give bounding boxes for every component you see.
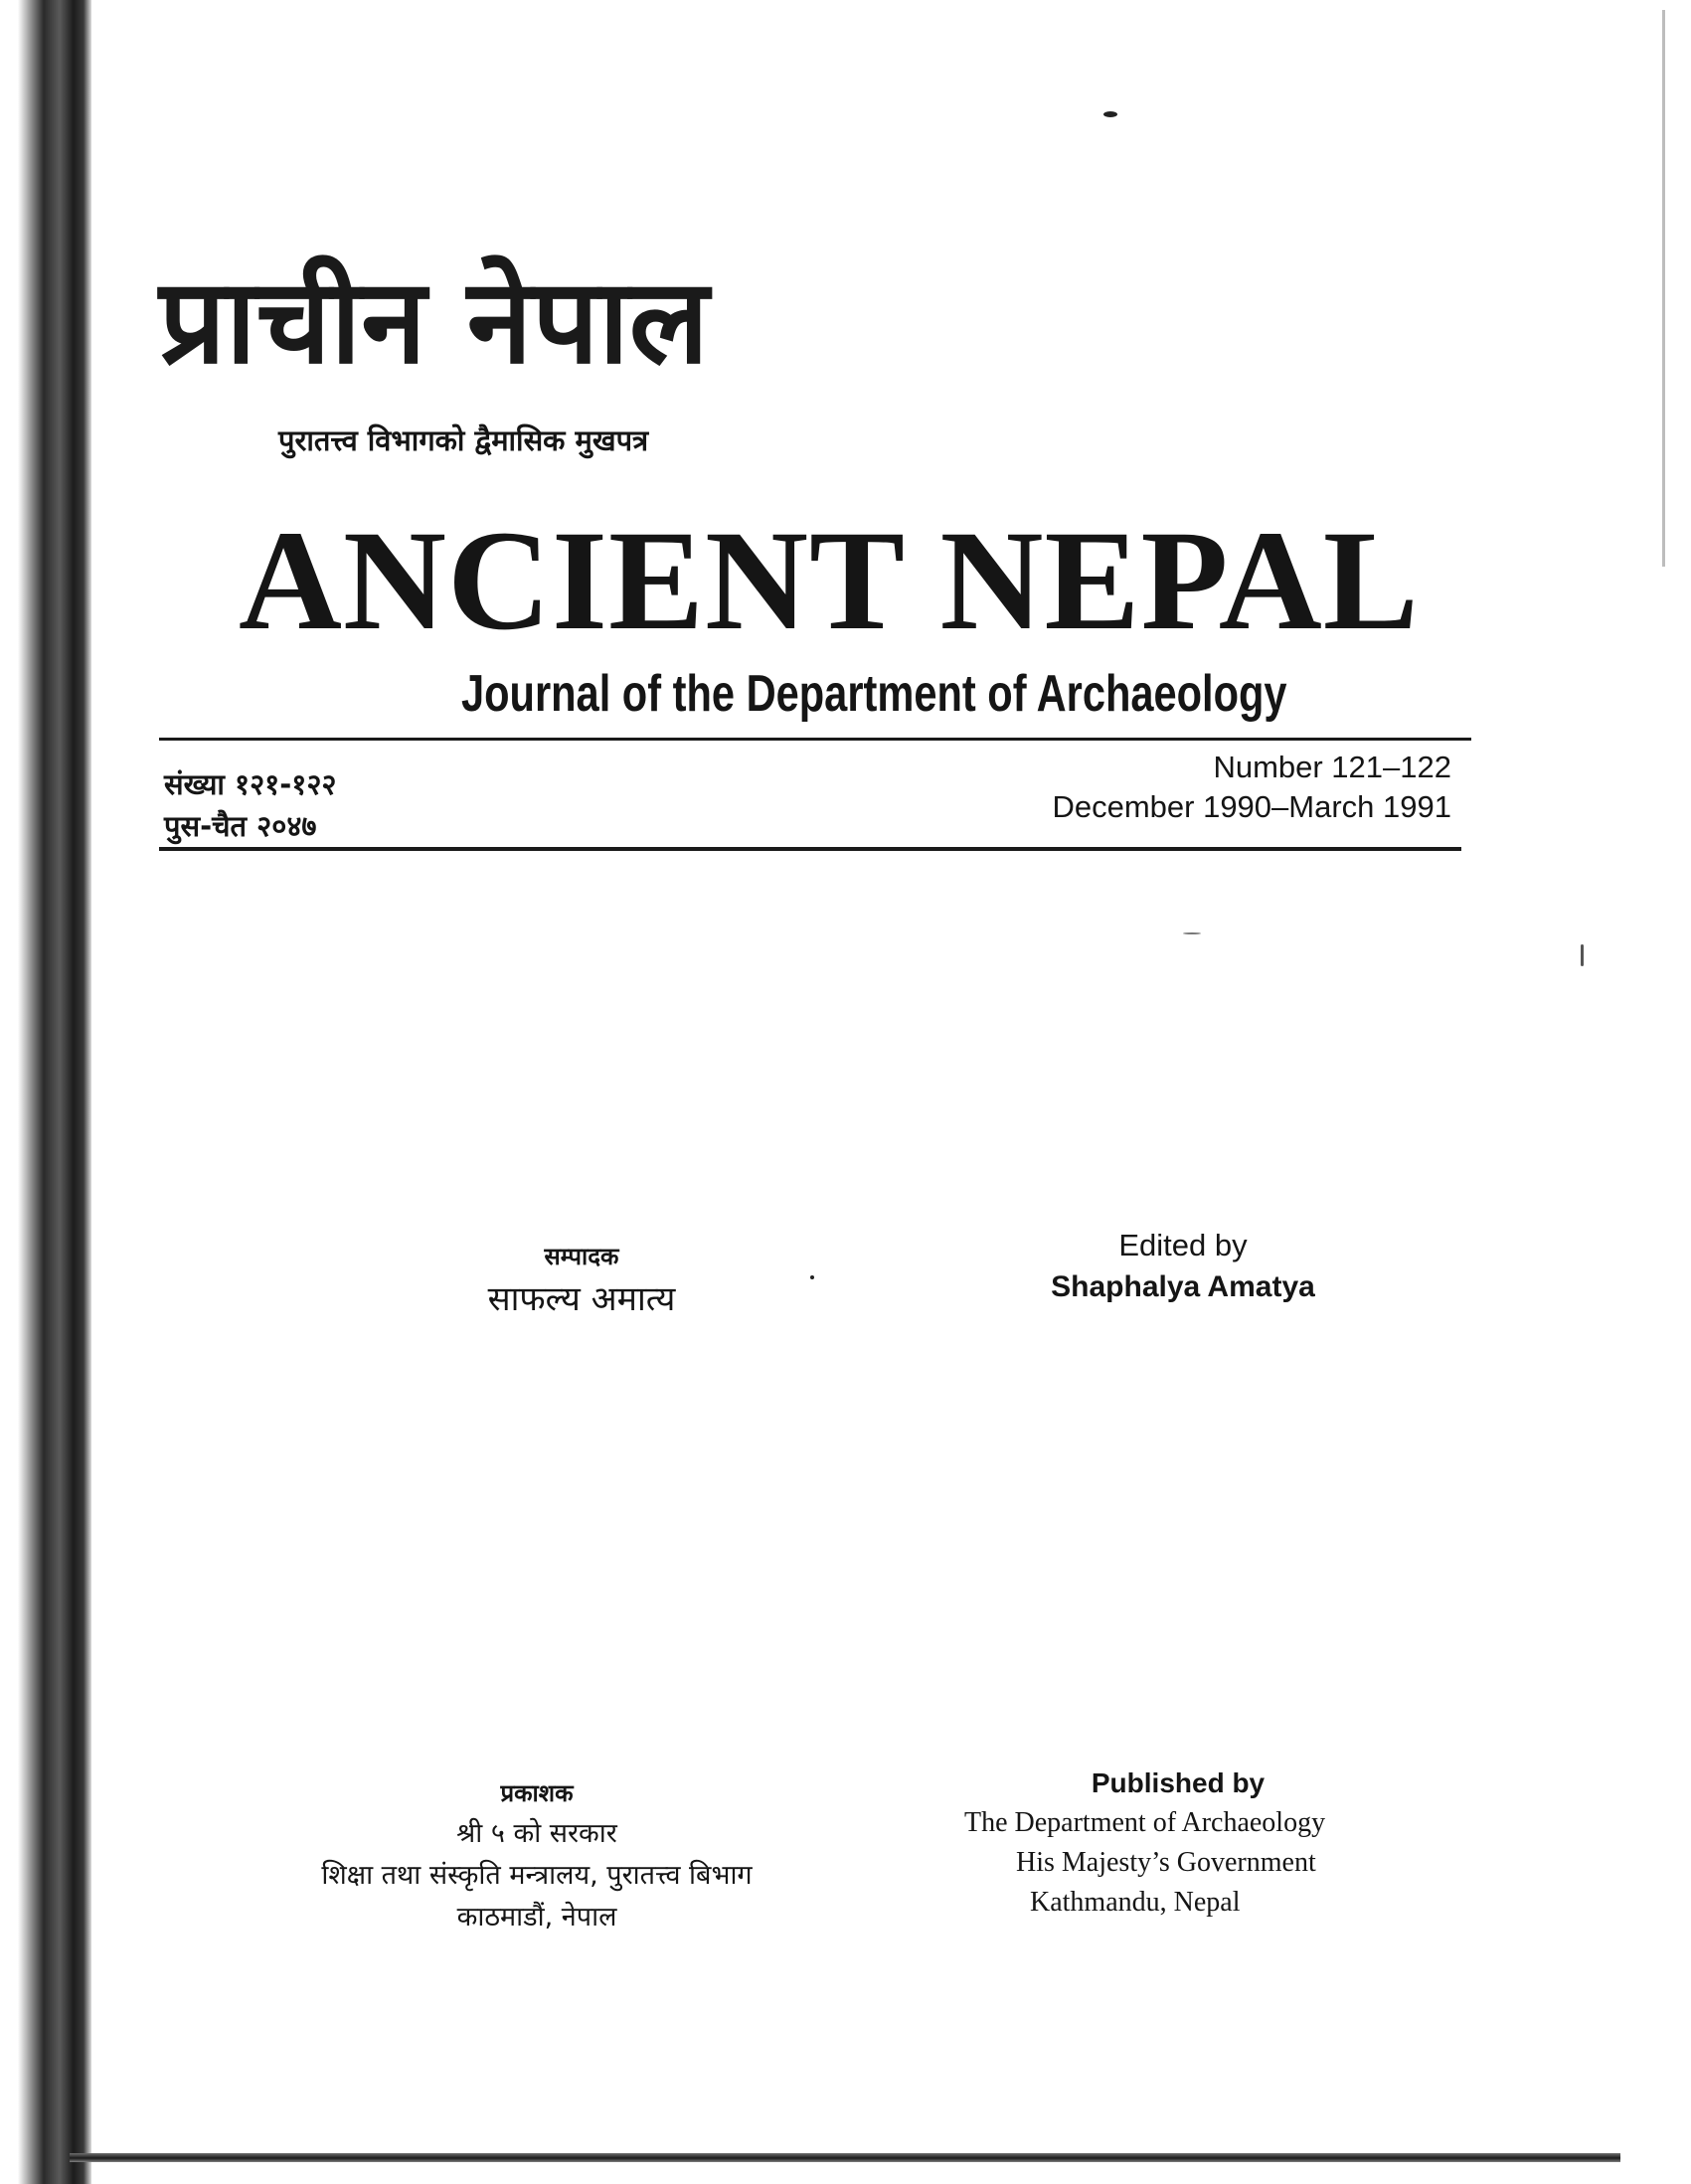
scan-edge-line-right (1662, 10, 1665, 567)
editor-name-devanagari: साफल्य अमात्य (487, 1279, 676, 1319)
editor-name-english: Shaphalya Amatya (1051, 1270, 1315, 1303)
rule-top (159, 738, 1471, 741)
publisher-line-english: His Majesty’s Government (1016, 1847, 1316, 1878)
scan-speck (1103, 111, 1117, 117)
issue-number-english: Number 121–122 (1213, 750, 1451, 784)
publisher-line-devanagari: श्री ५ को सरकार (456, 1818, 617, 1849)
rule-bottom (159, 847, 1461, 851)
scan-edge-shadow-bottom (70, 2153, 1620, 2162)
scan-speck (1183, 932, 1201, 934)
publisher-block-english (944, 1764, 1412, 1923)
issue-date-english: December 1990–March 1991 (1052, 789, 1451, 824)
issue-info-devanagari (164, 763, 562, 847)
issue-info-english (895, 748, 1451, 827)
editor-label-english: Edited by (1118, 1228, 1248, 1262)
masthead-subtitle-devanagari: पुरातत्त्व विभागको द्वैमासिक मुखपत्र (278, 423, 649, 457)
masthead-title-english: ANCIENT NEPAL (239, 502, 1420, 660)
publisher-line-devanagari: शिक्षा तथा संस्कृति मन्त्रालय, पुरातत्त्व बिभाग (321, 1860, 753, 1891)
publisher-line-devanagari: काठमाडौं, नेपाल (456, 1902, 617, 1932)
publisher-line-english: The Department of Archaeology (964, 1807, 1326, 1838)
publisher-label-devanagari: प्रकाशक (500, 1779, 574, 1807)
scan-edge-shadow-left (0, 0, 91, 2184)
editor-block-devanagari (368, 1239, 795, 1324)
issue-date-devanagari: पुस-चैत २०४७ (164, 809, 317, 843)
issue-number-devanagari: संख्या १२१-१२२ (164, 767, 337, 801)
publisher-label-english: Published by (1091, 1767, 1266, 1798)
editor-label-devanagari: सम्पादक (544, 1243, 619, 1270)
publisher-block-devanagari (229, 1773, 845, 1938)
scan-speck (1581, 944, 1584, 966)
journal-line: Journal of the Department of Archaeology (461, 665, 1287, 723)
publisher-line-english: Kathmandu, Nepal (1030, 1887, 1241, 1918)
editor-block-english (994, 1225, 1372, 1308)
scan-speck (810, 1275, 814, 1279)
masthead-title-devanagari: प्राचीन नेपाल (159, 252, 709, 390)
